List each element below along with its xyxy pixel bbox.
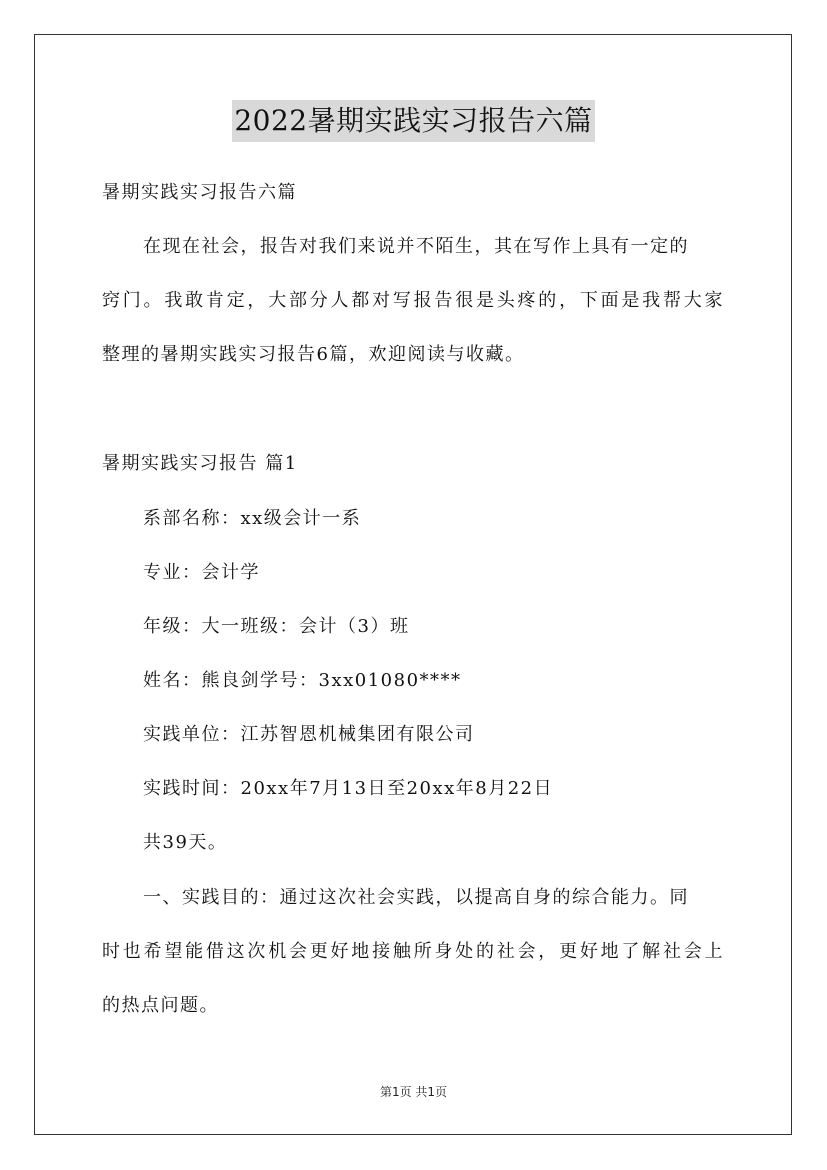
- subtitle: 暑期实践实习报告六篇: [102, 182, 297, 203]
- intro-line-3: 整理的暑期实践实习报告6篇，欢迎阅读与收藏。: [102, 344, 525, 365]
- section-heading: 暑期实践实习报告 篇1: [102, 453, 298, 474]
- title-wrap: [0, 100, 827, 142]
- intro-line-2: 窍门。我敢肯定，大部分人都对写报告很是头疼的，下面是我帮大家: [102, 290, 724, 311]
- document-title: 2022暑期实践实习报告六篇: [232, 100, 594, 142]
- field-department: 系部名称：xx级会计一系: [143, 508, 362, 529]
- field-total-days: 共39天。: [143, 832, 228, 853]
- field-practice-unit: 实践单位：江苏智恩机械集团有限公司: [143, 724, 475, 745]
- field-name-id: 姓名：熊良剑学号：3xx01080****: [143, 670, 462, 691]
- page-footer: 第1页 共1页: [379, 1085, 448, 1099]
- intro-line-1: 在现在社会，报告对我们来说并不陌生，其在写作上具有一定的: [143, 236, 689, 257]
- purpose-line-3: 的热点问题。: [102, 995, 219, 1016]
- field-practice-time: 实践时间：20xx年7月13日至20xx年8月22日: [143, 778, 554, 799]
- field-major: 专业：会计学: [143, 562, 260, 583]
- purpose-line-1: 一、实践目的：通过这次社会实践，以提高自身的综合能力。同: [143, 887, 689, 908]
- purpose-line-2: 时也希望能借这次机会更好地接触所身处的社会，更好地了解社会上: [102, 941, 724, 962]
- field-grade-class: 年级：大一班级：会计（3）班: [143, 616, 410, 637]
